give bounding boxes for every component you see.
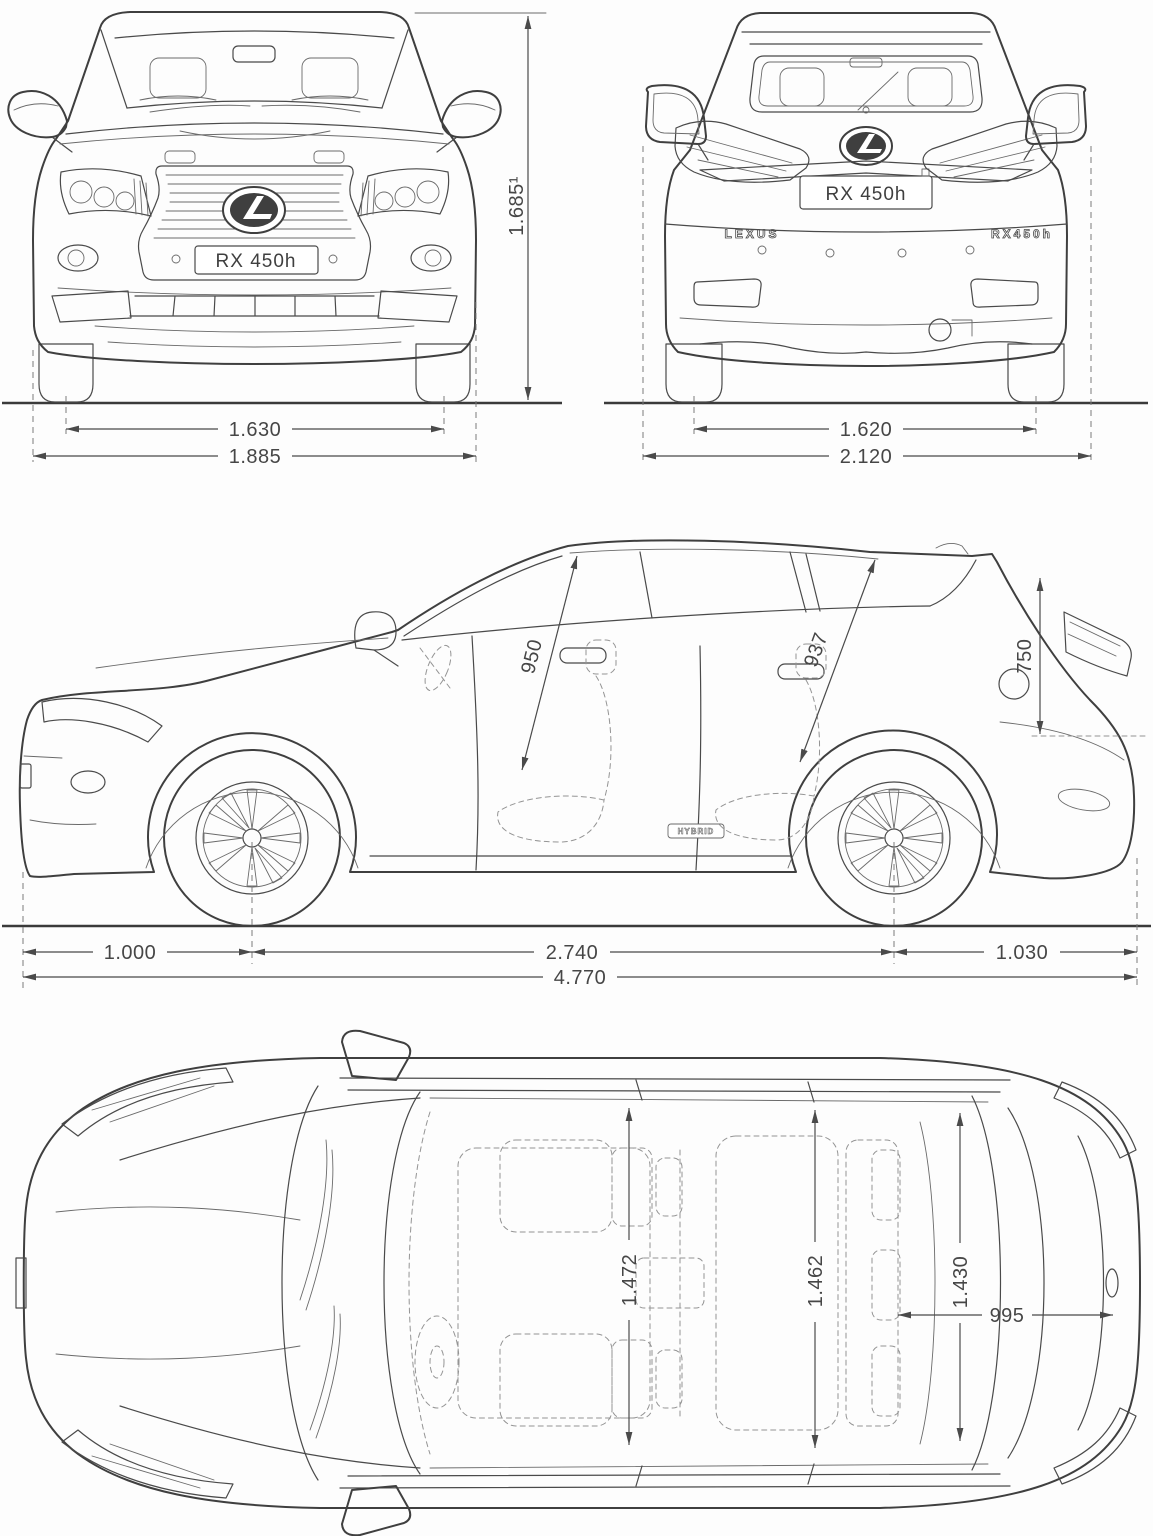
int-width-rear-label: 1.462	[805, 1254, 827, 1308]
pillar-marks	[636, 1080, 814, 1486]
mirror-width-label: 2.120	[839, 446, 893, 468]
height-dim-label: 1.685¹	[506, 176, 528, 236]
roof-front-edge	[384, 1092, 420, 1474]
headroom-rear-label: 937	[800, 629, 833, 671]
wipers-plan	[300, 1140, 340, 1438]
mirror-plan-bottom	[342, 1486, 410, 1535]
door-top-lines	[430, 1098, 988, 1468]
width-dim-label: 1.885	[228, 446, 282, 468]
rear-glass-arc	[1008, 1108, 1044, 1458]
headlight-detail-top	[92, 1078, 214, 1122]
rear-emblem-plan	[1106, 1269, 1118, 1297]
front-plate-text: RX 450h	[215, 251, 297, 272]
rear-track-label: 1.620	[839, 419, 893, 441]
headlight-detail-bottom	[92, 1444, 214, 1488]
cargo-length-label: 995	[989, 1305, 1025, 1327]
length-label: 4.770	[553, 967, 607, 989]
nose-creases	[56, 1207, 300, 1359]
hybrid-badge-text: HYBRID	[677, 827, 715, 836]
mirror-plan-top	[342, 1031, 410, 1080]
tailgate-edge	[1078, 1136, 1104, 1430]
model-badge: RX450h	[990, 227, 1054, 241]
taillight-plan-bottom	[1054, 1408, 1136, 1484]
wheelbase-label: 2.740	[545, 942, 599, 964]
rear-height-label: 750	[1014, 638, 1036, 674]
spoiler-edge	[972, 1096, 1001, 1470]
int-width-front-label: 1.472	[619, 1253, 641, 1307]
rear-plate-text: RX 450h	[825, 184, 907, 205]
cowl-arc	[282, 1086, 318, 1480]
track-dim-label: 1.630	[228, 419, 282, 441]
cargo-width-label: 1.430	[950, 1255, 972, 1309]
rear-overhang-label: 1.030	[995, 942, 1049, 964]
hood-line-top	[120, 1098, 420, 1160]
lexus-badge: LEXUS	[724, 227, 780, 241]
top-body-outline	[24, 1058, 1140, 1508]
top-dimensions	[619, 1108, 1113, 1448]
headroom-front-label: 950	[517, 636, 548, 677]
cargo-opening	[920, 1122, 935, 1444]
roof-rails	[340, 1078, 1010, 1488]
hood-line-bottom	[120, 1406, 420, 1468]
front-overhang-label: 1.000	[103, 942, 157, 964]
taillight-plan-top	[1054, 1082, 1136, 1158]
